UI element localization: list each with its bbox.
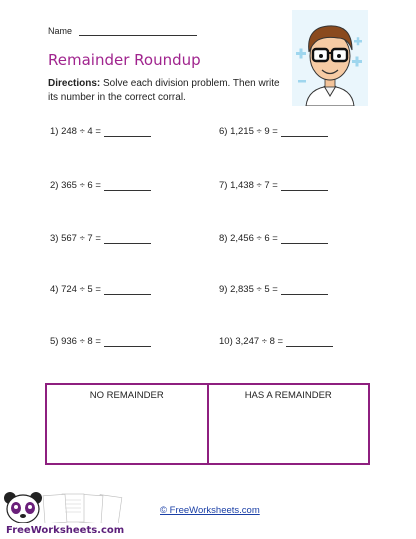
- directions: [48, 77, 288, 105]
- freeworksheets-logo: [2, 490, 134, 536]
- has-remainder-corral[interactable]: [207, 385, 369, 463]
- answer-blank[interactable]: [281, 234, 328, 244]
- problem-text: 5) 936 ÷ 8 =: [50, 336, 101, 347]
- answer-blank[interactable]: [104, 127, 151, 137]
- answer-blank[interactable]: [104, 234, 151, 244]
- answer-blank[interactable]: [104, 285, 151, 295]
- problem-text: 9) 2,835 ÷ 5 =: [219, 284, 278, 295]
- answer-blank[interactable]: [104, 181, 151, 191]
- problem-3: [50, 233, 151, 244]
- corral-table: [45, 383, 370, 465]
- directions-text: Solve each division problem. Then write its number in the correct corral.: [48, 78, 280, 103]
- name-row: [48, 26, 197, 36]
- directions-label: Directions:: [48, 78, 101, 89]
- problem-text: 4) 724 ÷ 5 =: [50, 284, 101, 295]
- problem-text: 2) 365 ÷ 6 =: [50, 180, 101, 191]
- problem-1: [50, 126, 151, 137]
- answer-blank[interactable]: [281, 127, 328, 137]
- problem-10: [219, 336, 333, 347]
- worksheet-title: Remainder Roundup: [48, 51, 201, 69]
- problem-7: [219, 180, 328, 191]
- problem-text: 6) 1,215 ÷ 9 =: [219, 126, 278, 137]
- problem-5: [50, 336, 151, 347]
- problem-4: [50, 284, 151, 295]
- answer-blank[interactable]: [281, 285, 328, 295]
- answer-blank[interactable]: [104, 337, 151, 347]
- problem-9: [219, 284, 328, 295]
- problem-text: 1) 248 ÷ 4 =: [50, 126, 101, 137]
- logo-text: FreeWorksheets.com: [6, 525, 125, 536]
- problem-text: 10) 3,247 ÷ 8 =: [219, 336, 284, 347]
- answer-blank[interactable]: [281, 181, 328, 191]
- footer-link[interactable]: © FreeWorksheets.com: [160, 505, 260, 516]
- problem-2: [50, 180, 151, 191]
- problem-6: [219, 126, 328, 137]
- answer-blank[interactable]: [286, 337, 333, 347]
- problem-text: 8) 2,456 ÷ 6 =: [219, 233, 278, 244]
- name-label: Name: [48, 26, 73, 36]
- teacher-illustration: [292, 10, 368, 106]
- problem-8: [219, 233, 328, 244]
- has-remainder-heading: HAS A REMAINDER: [244, 390, 332, 401]
- no-remainder-corral[interactable]: [47, 385, 207, 463]
- problem-text: 7) 1,438 ÷ 7 =: [219, 180, 278, 191]
- problem-text: 3) 567 ÷ 7 =: [50, 233, 101, 244]
- no-remainder-heading: NO REMAINDER: [89, 390, 164, 401]
- name-line[interactable]: [79, 26, 197, 36]
